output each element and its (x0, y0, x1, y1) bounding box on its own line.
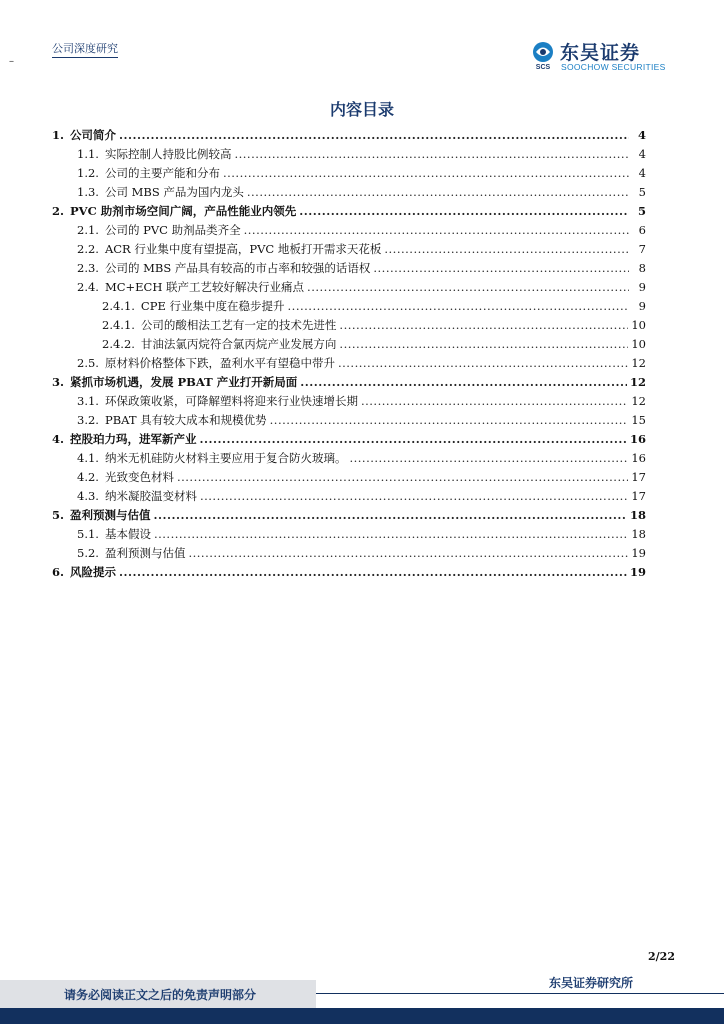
toc-entry[interactable]: 2. PVC 助剂市场空间广阔，产品性能业内领先 ..... 5 (52, 202, 646, 221)
toc-entry[interactable]: 5.2. 盈利预测与估值 ..... 19 (52, 544, 646, 563)
header-dash: – (9, 56, 14, 67)
toc-entry[interactable]: 2.2. ACR 行业集中度有望提高，PVC 地板打开需求天花板 ..... 7 (52, 240, 646, 259)
logo-mark-text: SCS (535, 64, 551, 70)
toc-entry[interactable]: 3.2. PBAT 具有较大成本和规模优势 ..... 15 (52, 411, 646, 430)
toc-entry[interactable]: 2.4.1. CPE 行业集中度在稳步提升 ..... 9 (52, 297, 646, 316)
footer-bar (0, 1008, 724, 1024)
toc-entry[interactable]: 2.5. 原材料价格整体下跌，盈利水平有望稳中带升 ..... 12 (52, 354, 646, 373)
footer-divider (316, 993, 724, 994)
toc-title: 内容目录 (329, 100, 394, 119)
toc-entry[interactable]: 2.4. MC+ECH 联产工艺较好解决行业痛点 ..... 9 (52, 278, 646, 297)
logo-english-name: SOOCHOW SECURITIES (561, 62, 666, 72)
toc-entry[interactable]: 2.4.1. 公司的酸相法工艺有一定的技术先进性 ..... 10 (52, 316, 646, 335)
section-label: 公司深度研究 (52, 40, 118, 58)
soochow-logo-icon (528, 40, 558, 70)
toc-entry[interactable]: 5. 盈利预测与估值 ..... 18 (52, 506, 646, 525)
toc-entry[interactable]: 2.4.2. 甘油法氯丙烷符合氯丙烷产业发展方向 ..... 10 (52, 335, 646, 354)
toc-entry[interactable]: 1.3. 公司 MBS 产品为国内龙头 ..... 5 (52, 183, 646, 202)
toc-entry[interactable]: 3.1. 环保政策收紧，可降解塑料将迎来行业快速增长期 ..... 12 (52, 392, 646, 411)
logo-chinese-name: 东吴证券 (560, 42, 641, 64)
toc-entry[interactable]: 1. 公司简介 ..... 4 (52, 126, 646, 145)
toc-entry[interactable]: 4.3. 纳米凝胶温变材料 ..... 17 (52, 487, 646, 506)
toc-entry[interactable]: 3. 紧抓市场机遇，发展 PBAT 产业打开新局面 ..... 12 (52, 373, 646, 392)
toc-entry[interactable]: 5.1. 基本假设 ..... 18 (52, 525, 646, 544)
company-logo (528, 40, 678, 72)
toc-entry[interactable]: 4.2. 光致变色材料 ..... 17 (52, 468, 646, 487)
disclaimer-notice: 请务必阅读正文之后的免责声明部分 (64, 988, 257, 1002)
table-of-contents (52, 126, 646, 582)
toc-entry[interactable]: 1.1. 实际控制人持股比例较高 ..... 4 (52, 145, 646, 164)
page-number: 2/22 (648, 950, 675, 963)
toc-entry[interactable]: 1.2. 公司的主要产能和分布 ..... 4 (52, 164, 646, 183)
footer-firm-name: 东吴证券研究所 (549, 976, 634, 990)
toc-entry[interactable]: 2.1. 公司的 PVC 助剂品类齐全 ..... 6 (52, 221, 646, 240)
toc-entry[interactable]: 4.1. 纳米无机硅防火材料主要应用于复合防火玻璃。 ..... 16 (52, 449, 646, 468)
toc-entry[interactable]: 6. 风险提示 ..... 19 (52, 563, 646, 582)
toc-entry[interactable]: 4. 控股珀力玛，进军新产业 ..... 16 (52, 430, 646, 449)
toc-entry[interactable]: 2.3. 公司的 MBS 产品具有较高的市占率和较强的话语权 ..... 8 (52, 259, 646, 278)
